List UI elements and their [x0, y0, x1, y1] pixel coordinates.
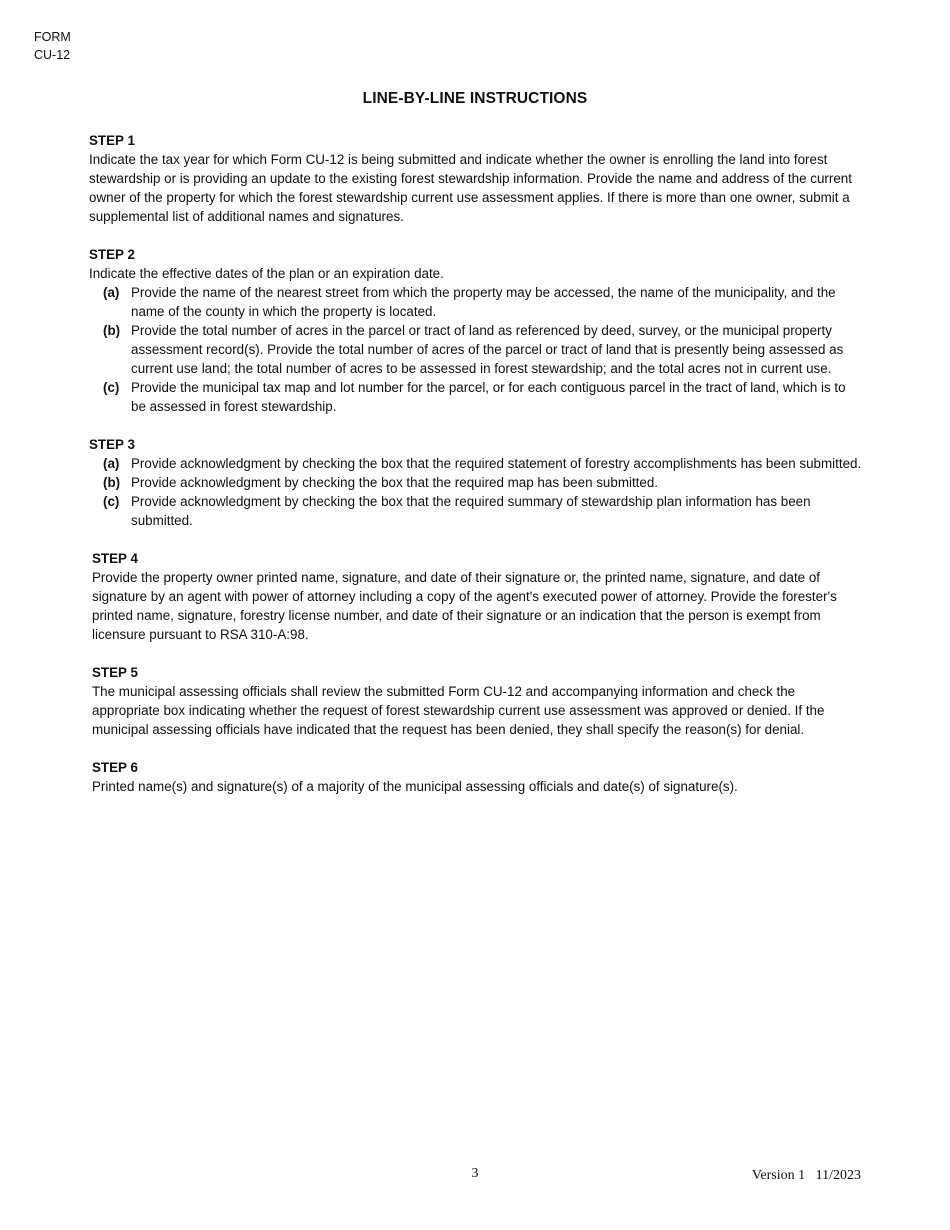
step-text: Provide the property owner printed name, signature, and date of their signature or, the printed name, signature, and date of signature by an agent with power of attorney including a copy of the agent's executed power of attorney. Provide the forester's printed name, signature, forestry license number, and date of their signature or an indication that the person is exempt from licensure pursuant to RSA 310-A:98.	[92, 570, 837, 642]
step-text: Indicate the tax year for which Form CU-12 is being submitted and indicate whether the owner is enrolling the land into forest stewardship or is providing an update to the existing forest stewardship information. Provide the name and address of the current owner of the property for which the forest stewardship current use assessment applies. If there is more than one owner, submit a supplemental list of additional names and signatures.	[89, 152, 852, 224]
item-text: Provide the total number of acres in the parcel or tract of land as referenced by deed, survey, or the municipal property assessment record(s). Provide the total number of acres of the parcel or tract of land that is presently being assessed as current use land; the total number of acres to be assessed in forest stewardship; and the total acres not in current use.	[131, 323, 844, 376]
page-title: LINE-BY-LINE INSTRUCTIONS	[362, 90, 588, 107]
item-letter: (b)	[103, 475, 121, 490]
step-2	[89, 245, 864, 416]
form-label: FORM	[34, 30, 71, 44]
step-text: Indicate the effective dates of the plan or an expiration date.	[89, 266, 444, 281]
step-heading: STEP 4	[92, 551, 138, 566]
item-text: Provide the name of the nearest street from which the property may be accessed, the name of the municipality, and the name of the county in which the property is located.	[131, 285, 836, 319]
step-heading: STEP 3	[89, 437, 135, 452]
instructions-body	[89, 131, 864, 815]
item-text: Provide acknowledgment by checking the box that the required summary of stewardship plan information has been submitted.	[131, 494, 811, 528]
step-heading: STEP 1	[89, 133, 135, 148]
step-3-items	[89, 454, 864, 530]
step-heading: STEP 5	[92, 665, 138, 680]
step-1	[89, 131, 864, 226]
step-2-items	[89, 283, 864, 416]
item-letter: (a)	[103, 285, 120, 300]
item-text: Provide acknowledgment by checking the box that the required statement of forestry accomplishments has been submitted.	[131, 456, 862, 471]
item-letter: (a)	[103, 456, 120, 471]
step-text: Printed name(s) and signature(s) of a majority of the municipal assessing officials and date(s) of signature(s).	[92, 779, 738, 794]
step-heading: STEP 2	[89, 247, 135, 262]
item-letter: (c)	[103, 380, 120, 395]
item-text: Provide acknowledgment by checking the box that the required map has been submitted.	[131, 475, 659, 490]
list-item	[89, 473, 864, 492]
step-4	[89, 549, 864, 644]
step-6	[89, 758, 864, 796]
item-letter: (c)	[103, 494, 120, 509]
item-text: Provide the municipal tax map and lot number for the parcel, or for each contiguous parcel in the tract of land, which is to be assessed in forest stewardship.	[131, 380, 846, 414]
step-heading: STEP 6	[92, 760, 138, 775]
list-item	[89, 454, 864, 473]
form-number: CU-12	[34, 48, 71, 62]
version-label: Version 1 11/2023	[751, 1168, 861, 1183]
list-item	[89, 378, 864, 416]
list-item	[89, 321, 864, 378]
item-letter: (b)	[103, 323, 121, 338]
page-number: 3	[471, 1166, 479, 1181]
step-text: The municipal assessing officials shall review the submitted Form CU-12 and accompanying information and check the appropriate box indicating whether the request of forest stewardship current use assessment was approved or denied. If the municipal assessing officials have indicated that the request has been denied, they shall specify the reason(s) for denial.	[92, 684, 825, 737]
list-item	[89, 492, 864, 530]
form-identifier	[34, 28, 71, 64]
step-5	[89, 663, 864, 739]
list-item	[89, 283, 864, 321]
step-3	[89, 435, 864, 530]
